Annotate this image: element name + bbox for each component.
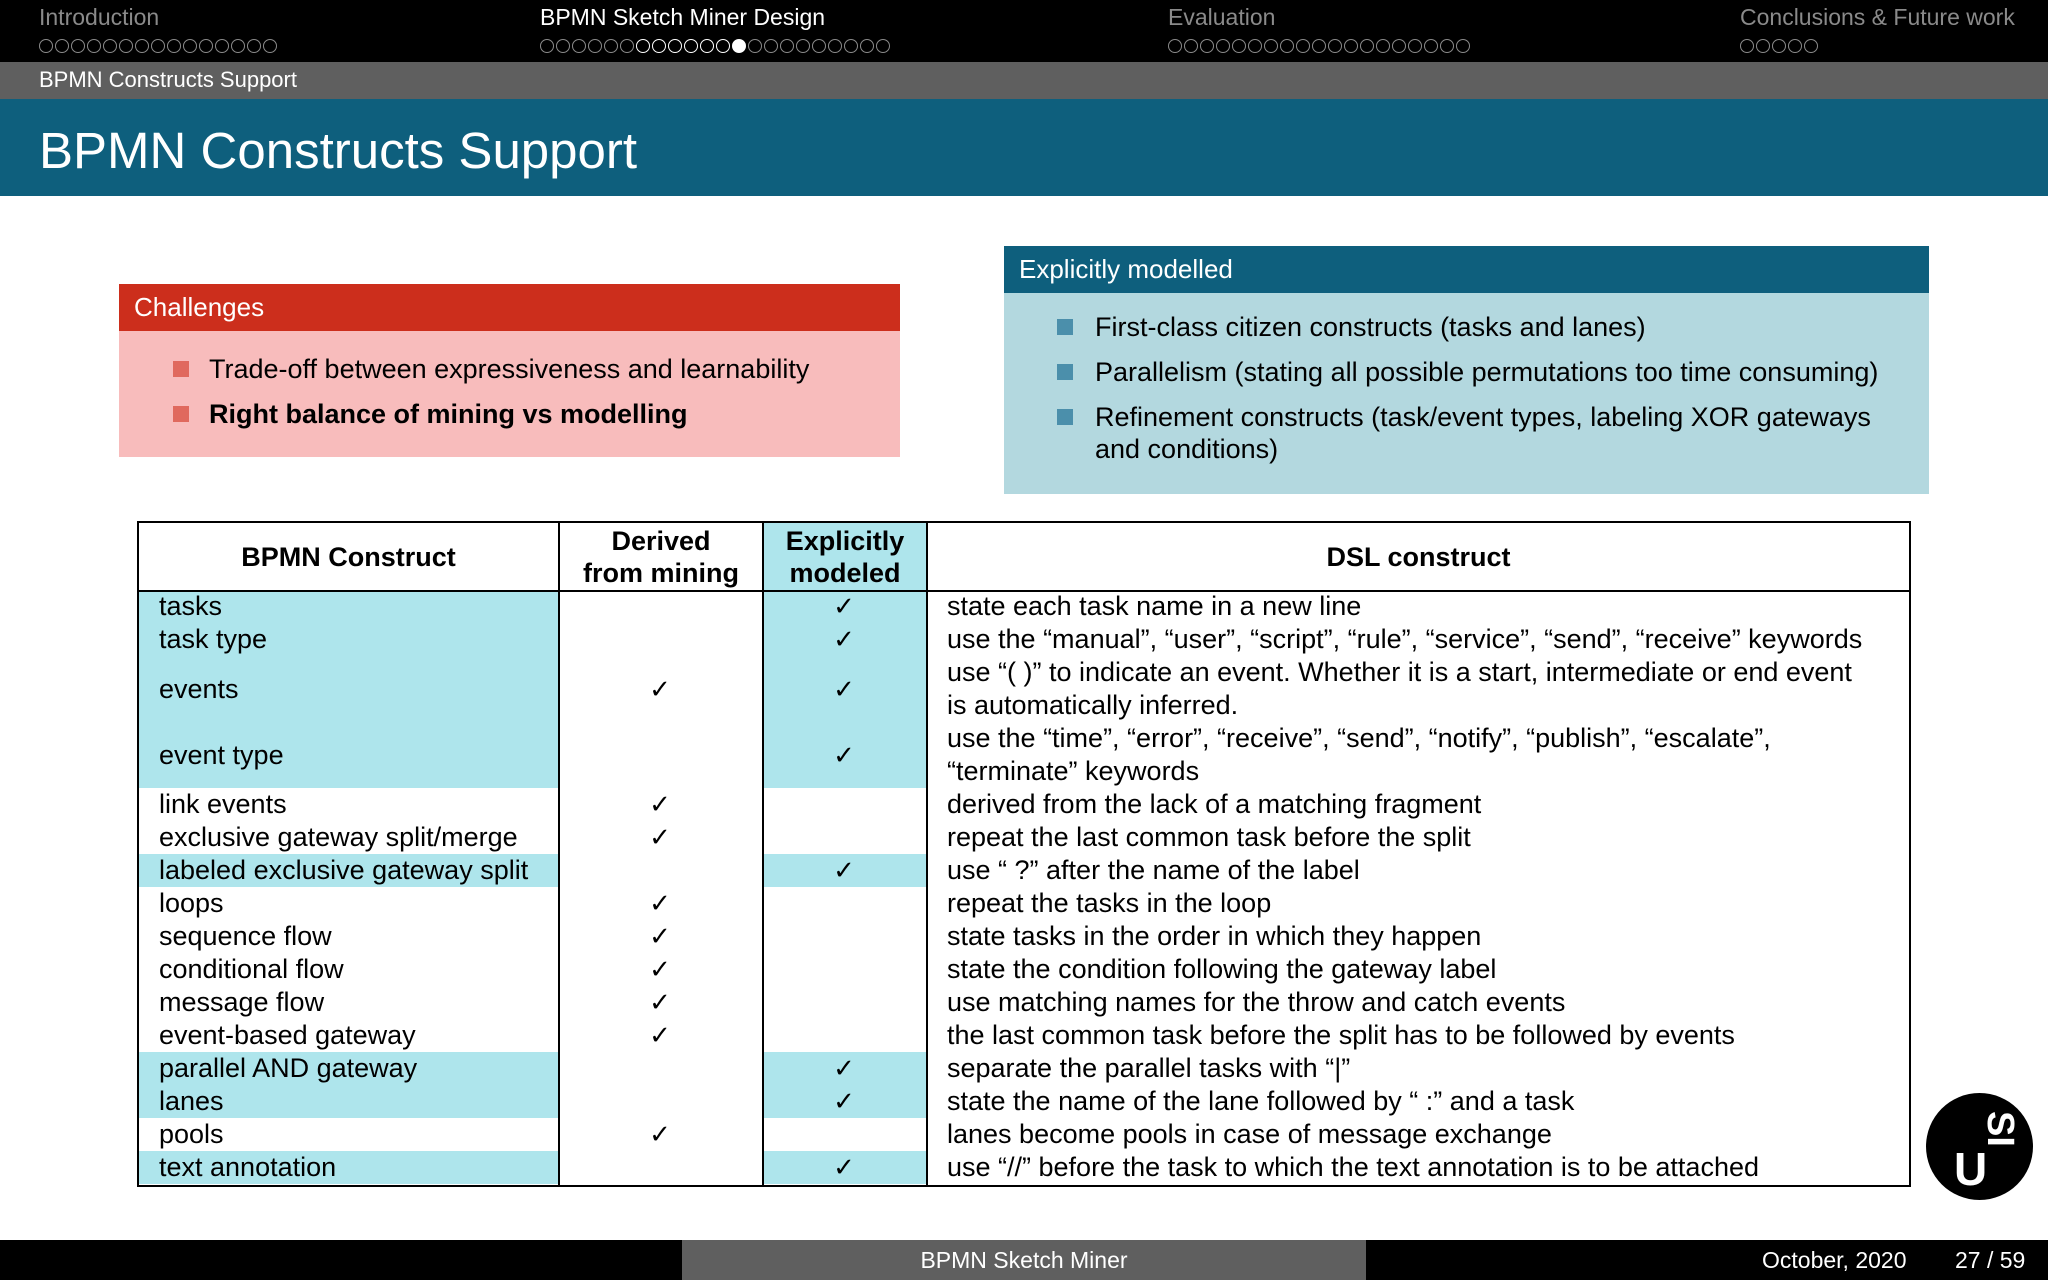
dsl-cell: is automatically inferred. — [947, 690, 1239, 720]
footer-date: October, 2020 — [1762, 1247, 1907, 1273]
construct-cell: event-based gateway — [159, 1020, 416, 1050]
derived-check-icon: ✓ — [649, 789, 671, 819]
explicit-check-icon: ✓ — [833, 855, 855, 885]
dsl-cell: separate the parallel tasks with “|” — [947, 1053, 1351, 1083]
challenge-text: Right balance of mining vs modelling — [209, 399, 688, 429]
usi-logo — [1926, 1093, 2033, 1200]
slide-dot-icon[interactable] — [1200, 39, 1214, 53]
slide-dot-icon[interactable] — [1328, 39, 1342, 53]
derived-check-icon: ✓ — [649, 954, 671, 984]
current-slide-dot-icon[interactable] — [732, 39, 746, 53]
dsl-cell: use the “time”, “error”, “receive”, “send”, “notify”, “publish”, “escalate”, — [947, 723, 1771, 753]
slide-title-bar — [0, 99, 2048, 196]
slide-dot-icon[interactable] — [1248, 39, 1262, 53]
slide-dot-icon[interactable] — [748, 39, 762, 53]
challenge-item — [119, 353, 900, 385]
dsl-cell: use matching names for the throw and catch events — [947, 987, 1566, 1017]
derived-check-icon: ✓ — [649, 987, 671, 1017]
column-divider — [762, 523, 764, 1185]
explicit-check-icon: ✓ — [833, 1086, 855, 1116]
footer-page-number: 27 / 59 — [1955, 1247, 2026, 1273]
slide-dot-icon[interactable] — [684, 39, 698, 53]
slide-dot-icon[interactable] — [1408, 39, 1422, 53]
slide-dot-icon[interactable] — [183, 39, 197, 53]
dsl-cell: use the “manual”, “user”, “script”, “rule”, “service”, “send”, “receive” keywords — [947, 624, 1863, 654]
square-bullet-icon — [1057, 364, 1073, 380]
slide-dot-icon[interactable] — [1804, 39, 1818, 53]
slide-dot-icon[interactable] — [620, 39, 634, 53]
slide-dot-icon[interactable] — [231, 39, 245, 53]
nav-section-evaluation[interactable] — [1168, 3, 1470, 53]
slide-dot-icon[interactable] — [1788, 39, 1802, 53]
slide-dot-icon[interactable] — [844, 39, 858, 53]
dsl-cell: use “( )” to indicate an event. Whether it is a start, intermediate or end event — [947, 657, 1852, 687]
derived-check-icon: ✓ — [649, 921, 671, 951]
slide-dot-icon[interactable] — [1264, 39, 1278, 53]
explicitly-modelled-list — [1004, 293, 1929, 465]
construct-cell: message flow — [159, 987, 325, 1017]
explicitly-modelled-title: Explicitly modelled — [1004, 246, 1929, 293]
square-bullet-icon — [1057, 319, 1073, 335]
nav-slide-dots — [540, 39, 890, 53]
slide-dot-icon[interactable] — [828, 39, 842, 53]
slide-dot-icon[interactable] — [556, 39, 570, 53]
dsl-cell: state the name of the lane followed by “ :” and a task — [947, 1086, 1575, 1116]
slide-dot-icon[interactable] — [1344, 39, 1358, 53]
square-bullet-icon — [173, 361, 189, 377]
svg-text:U: U — [1954, 1143, 1988, 1195]
construct-cell: sequence flow — [159, 921, 332, 951]
explicit-text: Parallelism (stating all possible permutations too time consuming) — [1095, 357, 1879, 387]
slide-dot-icon[interactable] — [668, 39, 682, 53]
dsl-cell: repeat the last common task before the split — [947, 822, 1471, 852]
dsl-cell: lanes become pools in case of message exchange — [947, 1119, 1552, 1149]
slide-dot-icon[interactable] — [1184, 39, 1198, 53]
header-dsl-construct — [928, 523, 1909, 590]
header-text: Explicitly — [785, 525, 905, 556]
slide-dot-icon[interactable] — [1740, 39, 1754, 53]
slide-dot-icon[interactable] — [1296, 39, 1310, 53]
construct-cell: link events — [159, 789, 287, 819]
slide-dot-icon[interactable] — [87, 39, 101, 53]
header-text: Derived — [611, 525, 711, 556]
derived-check-icon: ✓ — [649, 1119, 671, 1149]
explicit-check-icon: ✓ — [833, 1053, 855, 1083]
slide-dot-icon[interactable] — [1312, 39, 1326, 53]
slide-dot-icon[interactable] — [652, 39, 666, 53]
slide-dot-icon[interactable] — [215, 39, 229, 53]
header-text: DSL construct — [1326, 541, 1511, 572]
slide-dot-icon[interactable] — [764, 39, 778, 53]
derived-check-icon: ✓ — [649, 888, 671, 918]
slide-dot-icon[interactable] — [860, 39, 874, 53]
dsl-cell: derived from the lack of a matching fragment — [947, 789, 1482, 819]
header-explicit — [764, 523, 926, 590]
header-text: modeled — [789, 557, 901, 588]
slide-dot-icon[interactable] — [103, 39, 117, 53]
slide-dot-icon[interactable] — [247, 39, 261, 53]
slide-dot-icon[interactable] — [199, 39, 213, 53]
slide-dot-icon[interactable] — [876, 39, 890, 53]
column-divider — [558, 523, 560, 1185]
explicit-text: First-class citizen constructs (tasks and lanes) — [1095, 312, 1646, 342]
slide-dot-icon[interactable] — [1772, 39, 1786, 53]
slide-dot-icon[interactable] — [540, 39, 554, 53]
slide-dot-icon[interactable] — [604, 39, 618, 53]
header-text: from mining — [583, 557, 739, 588]
footer-title: BPMN Sketch Miner — [682, 1240, 1366, 1280]
derived-check-icon: ✓ — [649, 822, 671, 852]
nav-section-title[interactable]: BPMN Sketch Miner Design — [540, 4, 826, 30]
slide-dot-icon[interactable] — [1392, 39, 1406, 53]
explicit-item — [1004, 401, 1929, 465]
slide-dot-icon[interactable] — [1756, 39, 1770, 53]
dsl-cell: use “//” before the task to which the text annotation is to be attached — [947, 1152, 1759, 1182]
derived-check-icon: ✓ — [649, 673, 671, 704]
construct-cell: text annotation — [159, 1152, 337, 1182]
construct-cell: event type — [159, 739, 284, 770]
derived-check-icon: ✓ — [649, 1020, 671, 1050]
construct-cell: conditional flow — [159, 954, 344, 984]
nav-section-title[interactable]: Evaluation — [1168, 4, 1276, 30]
slide-dot-icon[interactable] — [55, 39, 69, 53]
construct-cell: pools — [159, 1119, 224, 1149]
dsl-cell: repeat the tasks in the loop — [947, 888, 1272, 918]
nav-section-design[interactable] — [540, 3, 890, 53]
header-derived — [560, 523, 762, 590]
slide-dot-icon[interactable] — [796, 39, 810, 53]
slide-dot-icon[interactable] — [119, 39, 133, 53]
explicit-check-icon: ✓ — [833, 591, 855, 621]
construct-cell: task type — [159, 624, 268, 654]
svg-text:SI: SI — [1979, 1111, 2021, 1147]
dsl-cell: the last common task before the split has to be followed by events — [947, 1020, 1735, 1050]
nav-slide-dots — [1740, 39, 2015, 53]
subsection-title[interactable]: BPMN Constructs Support — [39, 67, 297, 92]
dsl-cell: state the condition following the gateway label — [947, 954, 1497, 984]
nav-slide-dots — [39, 39, 277, 53]
explicit-check-icon: ✓ — [833, 1152, 855, 1182]
nav-section-conclusions[interactable] — [1740, 3, 2015, 53]
slide-dot-icon[interactable] — [1280, 39, 1294, 53]
slide-dot-icon[interactable] — [1360, 39, 1374, 53]
challenges-title: Challenges — [119, 284, 900, 331]
dsl-cell: “terminate” keywords — [947, 756, 1200, 786]
slide-dot-icon[interactable] — [1456, 39, 1470, 53]
construct-cell: exclusive gateway split/merge — [159, 822, 518, 852]
nav-slide-dots — [1168, 39, 1470, 53]
challenge-text: Trade-off between expressiveness and learnability — [209, 354, 810, 384]
nav-section-title[interactable]: Conclusions & Future work — [1740, 4, 2015, 30]
explicit-check-icon: ✓ — [833, 624, 855, 654]
challenge-item — [119, 398, 900, 430]
construct-cell: events — [159, 673, 239, 704]
slide-dot-icon[interactable] — [1376, 39, 1390, 53]
slide-dot-icon[interactable] — [1232, 39, 1246, 53]
construct-cell: labeled exclusive gateway split — [159, 855, 529, 885]
slide-title: BPMN Constructs Support — [39, 122, 638, 179]
slide-dot-icon[interactable] — [135, 39, 149, 53]
construct-cell: lanes — [159, 1086, 224, 1116]
header-bpmn-construct — [139, 523, 558, 590]
slide-dot-icon[interactable] — [39, 39, 53, 53]
dsl-cell: state each task name in a new line — [947, 591, 1362, 621]
slide-dot-icon[interactable] — [1424, 39, 1438, 53]
slide-dot-icon[interactable] — [780, 39, 794, 53]
slide-dot-icon[interactable] — [700, 39, 714, 53]
square-bullet-icon — [1057, 409, 1073, 425]
explicit-text: Refinement constructs (task/event types, labeling XOR gateways — [1095, 402, 1871, 432]
section-navigation — [0, 0, 2048, 62]
explicit-item — [1004, 311, 1929, 343]
footer-bar — [0, 1240, 2048, 1280]
slide-dot-icon[interactable] — [572, 39, 586, 53]
slide-dot-icon[interactable] — [263, 39, 277, 53]
slide-dot-icon[interactable] — [812, 39, 826, 53]
slide-dot-icon[interactable] — [71, 39, 85, 53]
slide-dot-icon[interactable] — [1168, 39, 1182, 53]
subsection-bar — [0, 62, 2048, 99]
slide-dot-icon[interactable] — [1440, 39, 1454, 53]
nav-section-introduction[interactable] — [39, 3, 277, 53]
challenges-list — [119, 331, 900, 430]
explicit-text: and conditions) — [1095, 434, 1279, 464]
explicitly-modelled-block — [1004, 246, 1929, 494]
slide-dot-icon[interactable] — [167, 39, 181, 53]
square-bullet-icon — [173, 406, 189, 422]
dsl-cell: use “ ?” after the name of the label — [947, 855, 1360, 885]
slide-dot-icon[interactable] — [1216, 39, 1230, 53]
constructs-table — [137, 521, 1911, 1187]
slide-dot-icon[interactable] — [716, 39, 730, 53]
column-divider — [926, 523, 928, 1185]
dsl-cell: state tasks in the order in which they happen — [947, 921, 1482, 951]
slide-dot-icon[interactable] — [151, 39, 165, 53]
slide-dot-icon[interactable] — [588, 39, 602, 53]
nav-section-title[interactable]: Introduction — [39, 4, 160, 30]
explicit-item — [1004, 356, 1929, 388]
construct-cell: loops — [159, 888, 224, 918]
header-text: BPMN Construct — [241, 541, 456, 572]
construct-cell: parallel AND gateway — [159, 1053, 418, 1083]
challenges-block — [119, 284, 900, 457]
construct-cell: tasks — [159, 591, 223, 621]
slide-dot-icon[interactable] — [636, 39, 650, 53]
explicit-check-icon: ✓ — [833, 673, 855, 704]
explicit-check-icon: ✓ — [833, 739, 855, 770]
